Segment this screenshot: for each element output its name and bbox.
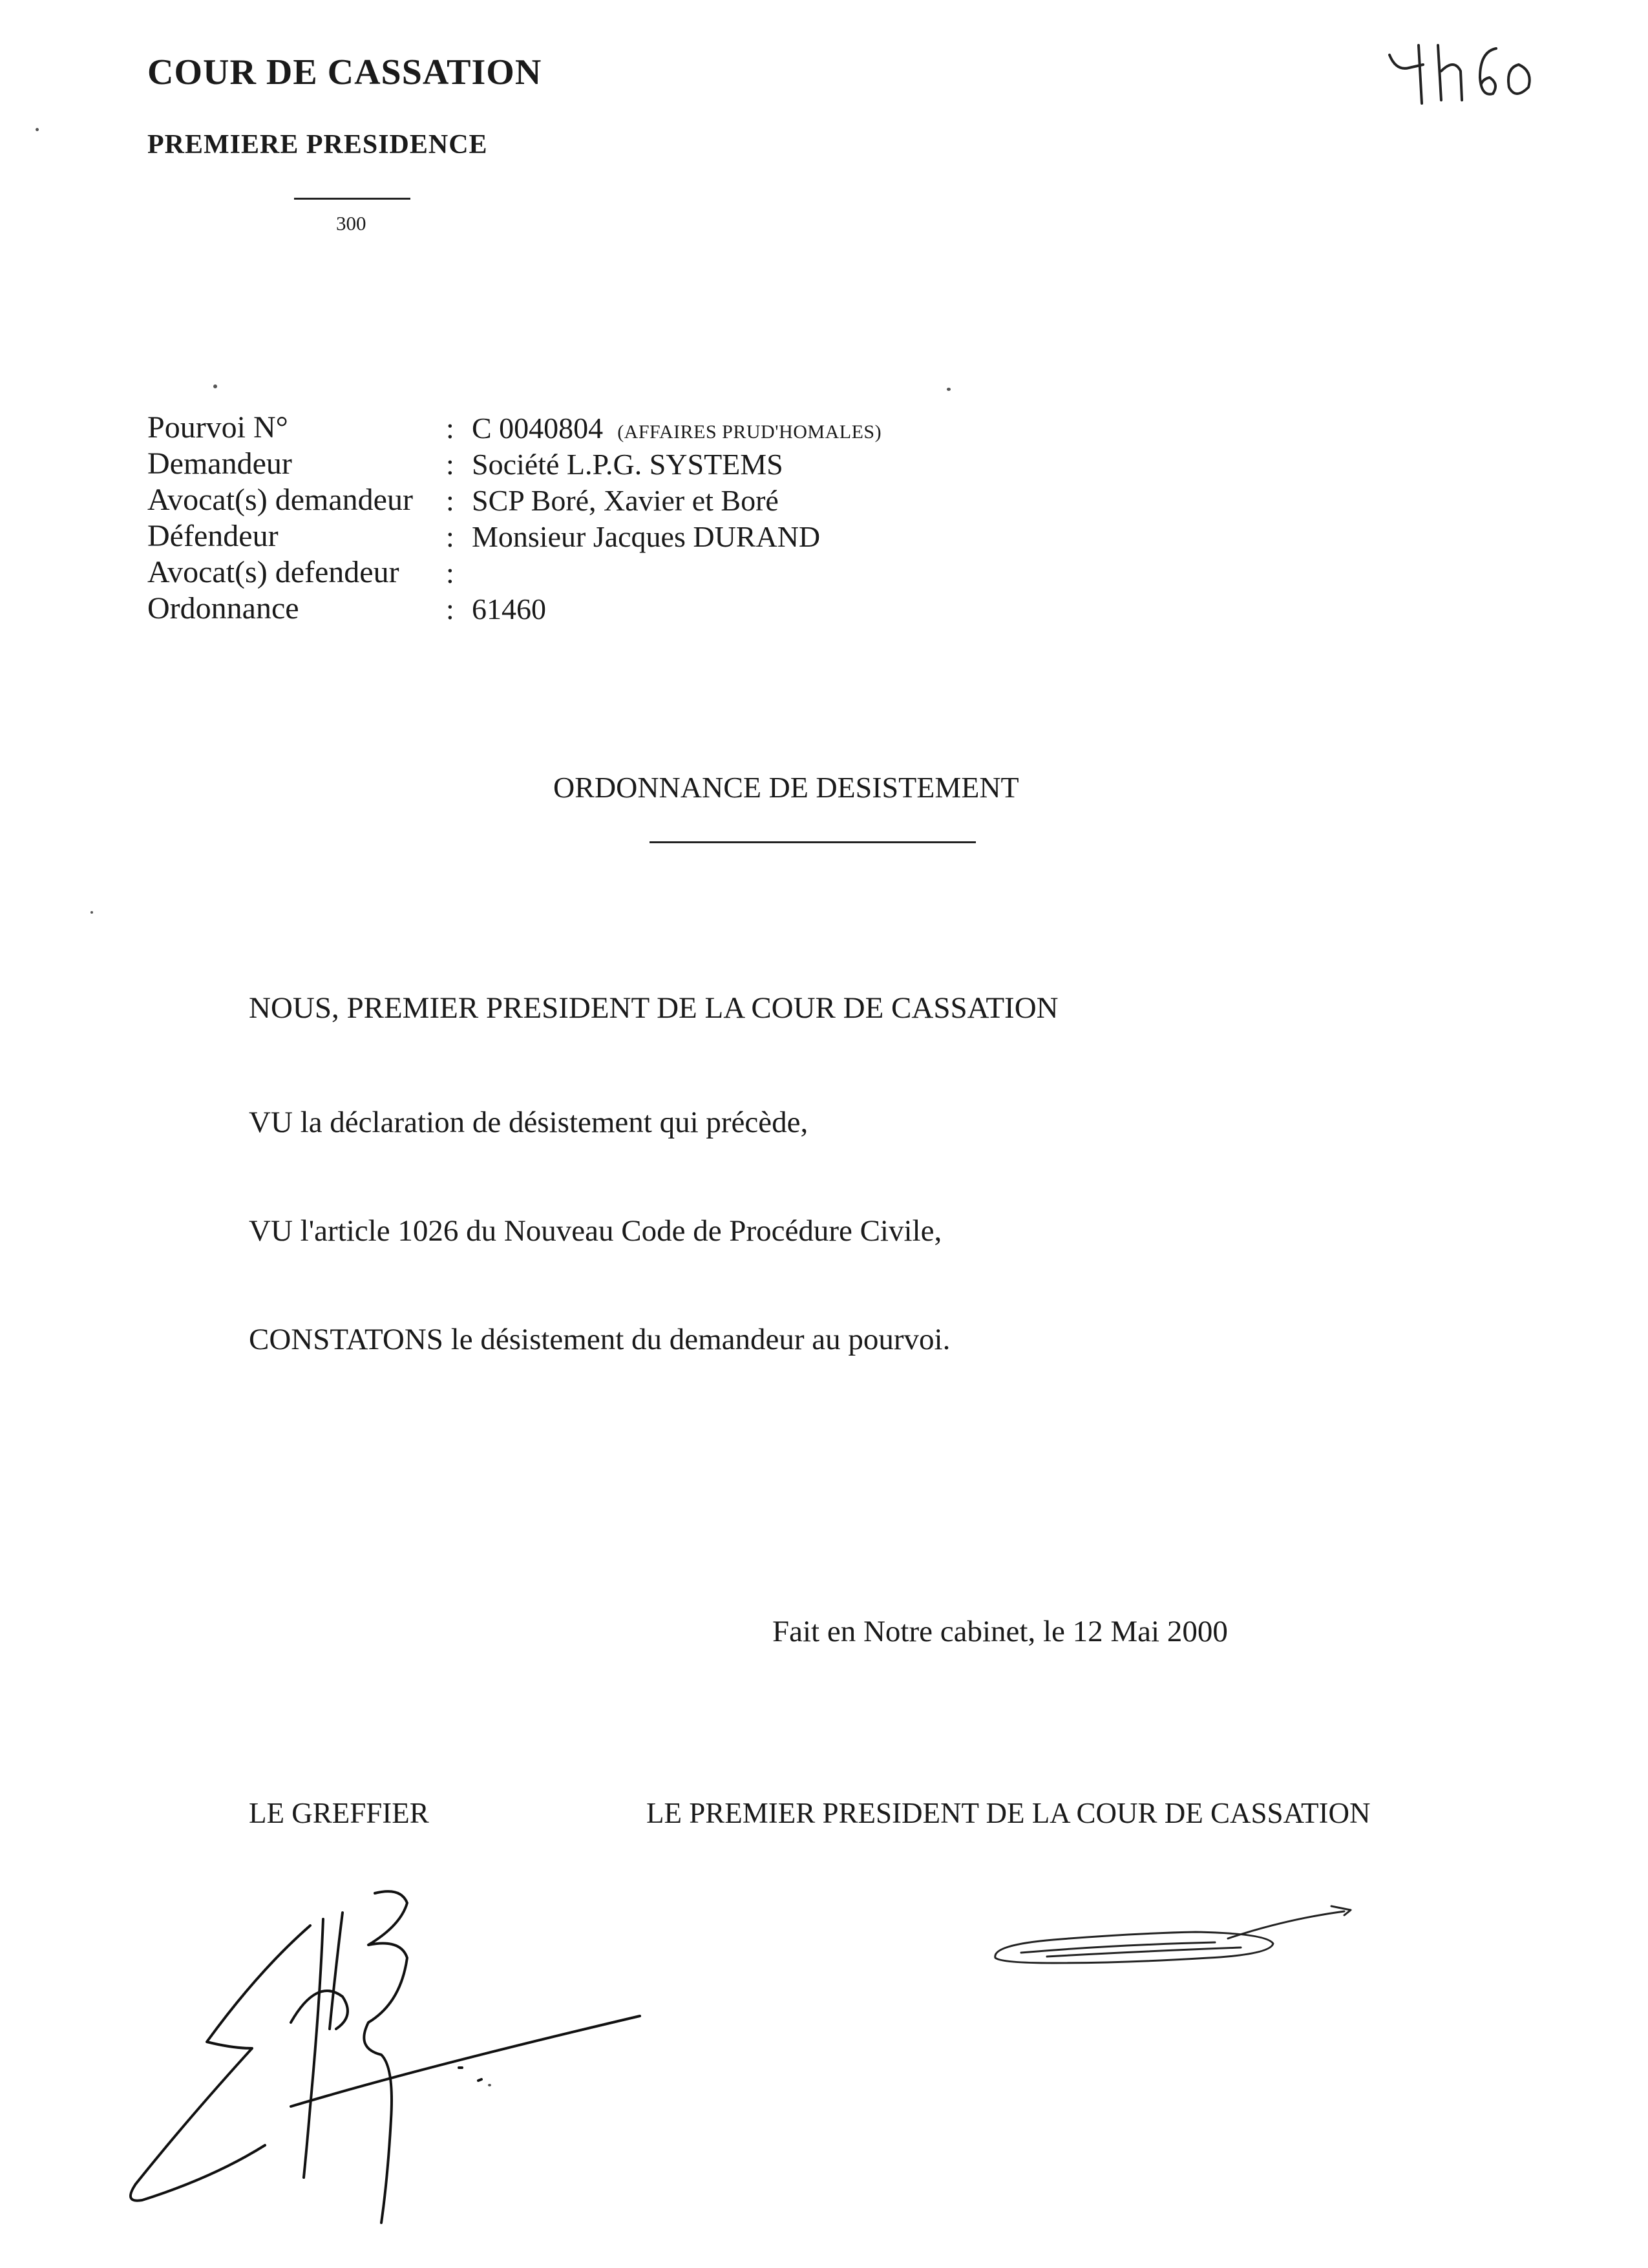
greffier-label: LE GREFFIER: [249, 1797, 429, 1829]
case-separator: :: [446, 484, 454, 517]
case-label-defendeur: Défendeur: [147, 519, 279, 553]
case-value-ordonnance: 61460: [472, 593, 546, 625]
court-name: COUR DE CASSATION: [147, 52, 542, 92]
scan-speck: [36, 128, 39, 131]
constatons-line: [249, 1322, 950, 1357]
title-divider: [650, 841, 976, 843]
scan-speck: [488, 2084, 491, 2086]
case-separator: :: [446, 412, 454, 445]
case-separator: :: [446, 520, 454, 553]
case-label-ordonnance: Ordonnance: [147, 591, 299, 625]
intro-line: NOUS, PREMIER PRESIDENT DE LA COUR DE CASSATION: [249, 991, 1059, 1025]
case-label-demandeur: Demandeur: [147, 446, 292, 481]
vu-article-line: [249, 1213, 942, 1248]
case-label-avocat-demandeur: Avocat(s) demandeur: [147, 483, 413, 517]
pourvoi-note: (AFFAIRES PRUD'HOMALES): [617, 421, 882, 443]
case-value-pourvoi: [472, 411, 882, 445]
scan-speck: [90, 911, 93, 914]
case-separator: :: [446, 593, 454, 625]
header-number: 300: [336, 212, 366, 235]
vu-article-text: l'article 1026 du Nouveau Code de Procédure Civile,: [300, 1214, 942, 1248]
presidency-heading: PREMIERE PRESIDENCE: [147, 130, 488, 160]
vu-keyword: VU: [249, 1214, 293, 1248]
constatons-keyword: CONSTATONS: [249, 1323, 443, 1356]
case-separator: :: [446, 556, 454, 589]
handwritten-number: [1383, 32, 1538, 116]
vu-declaration-text: la déclaration de désistement qui précède,: [300, 1106, 808, 1139]
scan-speck: [947, 388, 951, 391]
header-divider: [294, 198, 410, 200]
case-value-demandeur: Société L.P.G. SYSTEMS: [472, 448, 783, 481]
constatons-text: le désistement du demandeur au pourvoi.: [450, 1323, 951, 1356]
scan-speck: [213, 384, 217, 388]
president-signature: [982, 1893, 1357, 1984]
greffier-signature: [97, 1874, 653, 2242]
vu-keyword: VU: [249, 1106, 293, 1139]
president-label: LE PREMIER PRESIDENT DE LA COUR DE CASSATION: [646, 1797, 1371, 1829]
case-label-avocat-defendeur: Avocat(s) defendeur: [147, 555, 399, 589]
case-separator: :: [446, 448, 454, 481]
case-value-avocat-demandeur: SCP Boré, Xavier et Boré: [472, 484, 779, 517]
case-label-pourvoi: Pourvoi N°: [147, 410, 288, 445]
order-title: ORDONNANCE DE DESISTEMENT: [553, 771, 1019, 804]
pourvoi-number: C 0040804: [472, 412, 604, 445]
done-at-line: Fait en Notre cabinet, le 12 Mai 2000: [772, 1615, 1228, 1648]
case-value-defendeur: Monsieur Jacques DURAND: [472, 520, 821, 553]
vu-declaration-line: [249, 1105, 808, 1140]
